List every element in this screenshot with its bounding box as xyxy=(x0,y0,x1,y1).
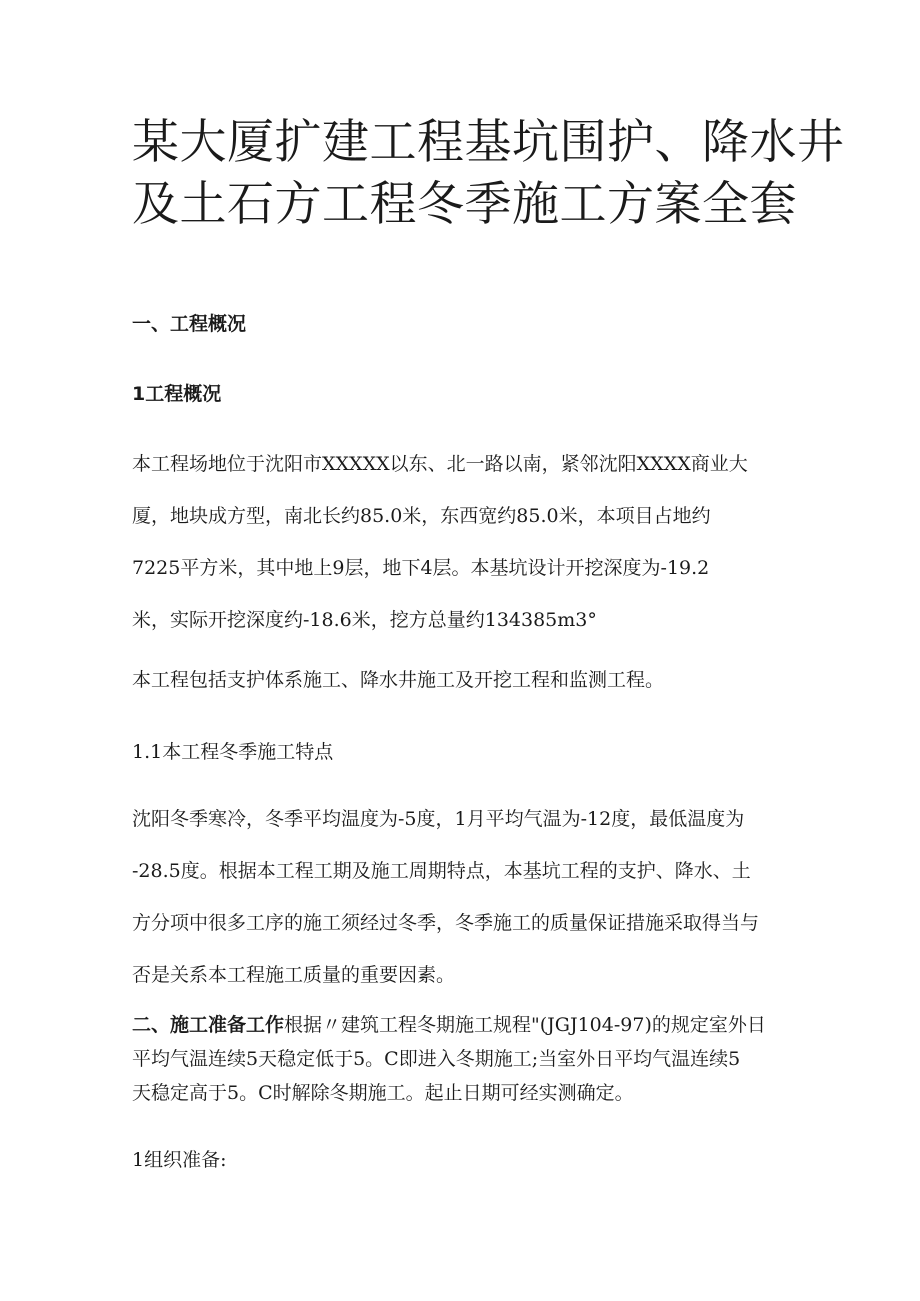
paragraph-line-with-heading xyxy=(132,1008,794,1042)
paragraph-winter-features xyxy=(132,793,794,1001)
paragraph-line: 厦，地块成方型，南北长约85.0米，东西宽约85.0米，本项目占地约 xyxy=(132,505,711,527)
paragraph-line: 天稳定高于5。C时解除冬期施工。起止日期可经实测确定。 xyxy=(132,1082,634,1104)
paragraph-line: 沈阳冬季寒冷，冬季平均温度为-5度，1月平均气温为-12度，最低温度为 xyxy=(132,808,745,830)
paragraph-site-description xyxy=(132,438,794,646)
subsection-heading-organization: 1组织准备: xyxy=(132,1149,227,1171)
subsection-heading-winter-features: 1.1本工程冬季施工特点 xyxy=(132,741,334,763)
title-line-2: 及土石方工程冬季施工方案全套 xyxy=(132,177,797,232)
paragraph-line: -28.5度。根据本工程工期及施工周期特点，本基坑工程的支护、降水、土 xyxy=(132,860,751,882)
paragraph-line: 方分项中很多工序的施工须经过冬季，冬季施工的质量保证措施采取得当与 xyxy=(132,912,760,934)
document-title xyxy=(132,112,845,236)
title-line-1: 某大厦扩建工程基坑围护、降水井 xyxy=(132,115,845,170)
subsection-heading-overview: 1工程概况 xyxy=(132,383,222,405)
paragraph-line: 米，实际开挖深度约-18.6米，挖方总量约134385m3° xyxy=(132,609,597,631)
section-heading-preparation: 二、施工准备工作 xyxy=(132,1014,285,1036)
paragraph-preparation xyxy=(132,1008,794,1110)
paragraph-line: 平均气温连续5天稳定低于5。C即进入冬期施工;当室外日平均气温连续5 xyxy=(132,1048,741,1070)
section-heading-overview: 一、工程概况 xyxy=(132,313,247,335)
paragraph-inline-text: 根据〃建筑工程冬期施工规程"(JGJ104-97)的规定室外日 xyxy=(284,1014,766,1036)
paragraph-line: 本工程场地位于沈阳市XXXXX以东、北一路以南，紧邻沈阳XXXX商业大 xyxy=(132,453,748,475)
paragraph-scope: 本工程包括支护体系施工、降水井施工及开挖工程和监测工程。 xyxy=(132,669,665,691)
paragraph-line: 7225平方米，其中地上9层，地下4层。本基坑设计开挖深度为-19.2 xyxy=(132,557,710,579)
paragraph-line: 否是关系本工程施工质量的重要因素。 xyxy=(132,964,456,986)
